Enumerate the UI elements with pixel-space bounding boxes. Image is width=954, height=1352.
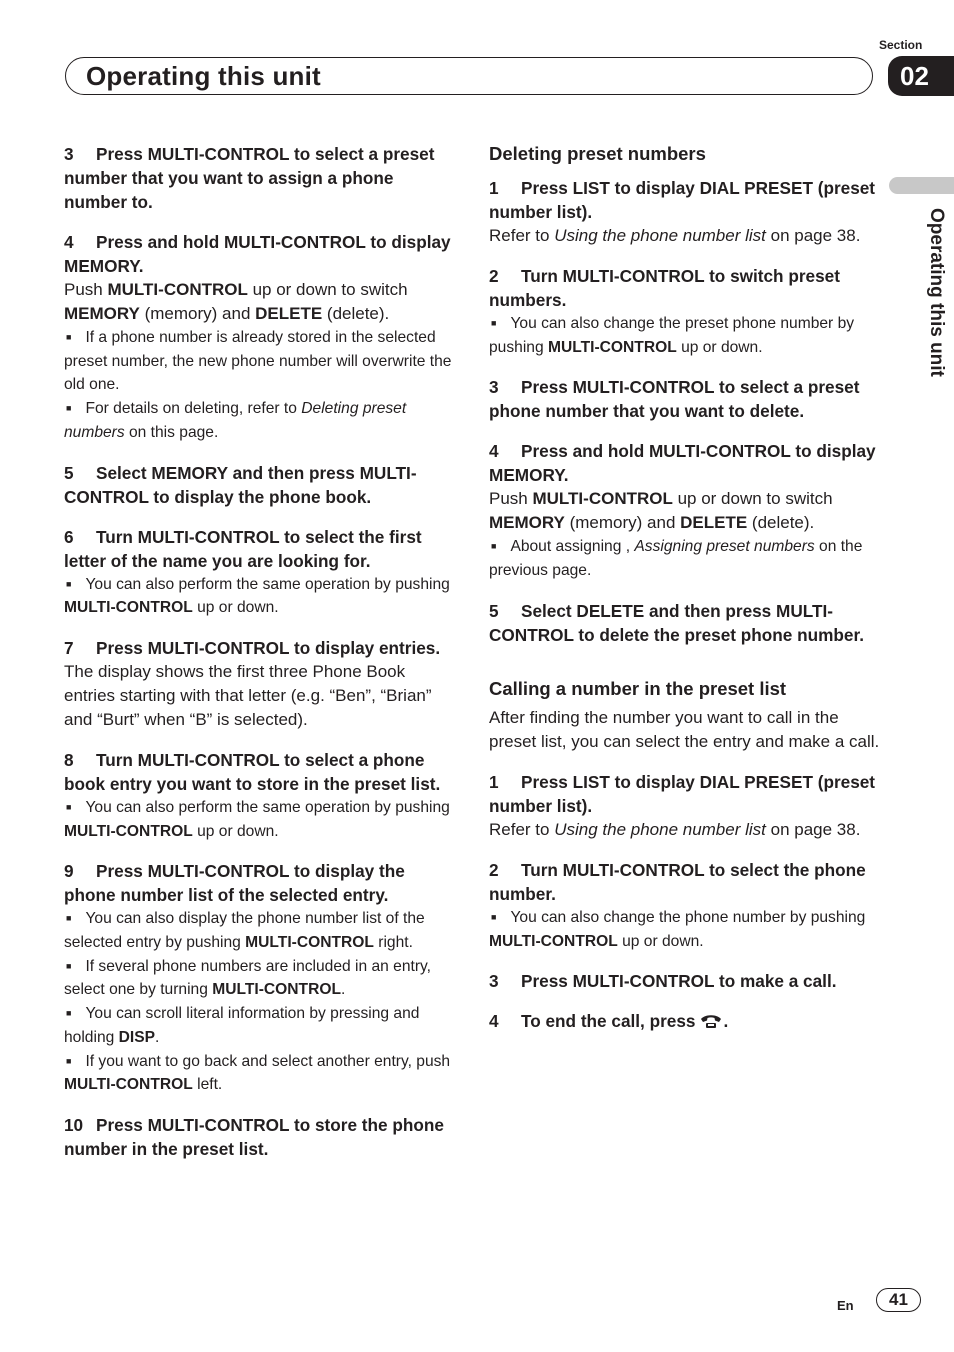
step-number: 3 — [489, 377, 499, 398]
delete-step-2 — [489, 264, 881, 312]
note-text: You can also change the preset phone number by pushing — [489, 315, 855, 356]
key-name: MULTI-CONTROL — [64, 1076, 193, 1094]
delete-step-5 — [489, 599, 881, 647]
call-step-1 — [489, 770, 881, 818]
step-text-end: . — [723, 1011, 729, 1032]
call-step-2 — [489, 858, 881, 906]
key-name: MULTI-CONTROL — [212, 981, 341, 999]
step-text: Press and hold MULTI-CONTROL to display MEMORY. — [64, 232, 451, 276]
key-name: MEMORY — [64, 304, 140, 323]
key-name: MULTI-CONTROL — [64, 822, 193, 840]
note-text: on this page. — [124, 423, 219, 441]
step-number: 10 — [64, 1114, 84, 1135]
note — [64, 1050, 456, 1097]
step-number: 1 — [489, 771, 499, 792]
note-text: You can also perform the same operation by pushing — [85, 798, 450, 816]
note-text: You can also change the phone number by pushing — [510, 908, 866, 926]
text: (memory) and — [139, 304, 256, 323]
step-number: 1 — [489, 178, 499, 198]
note-text: on the previous page. — [489, 538, 863, 580]
calling-intro: After finding the number you want to call in the preset list, you can select the entry and make a call. — [489, 707, 880, 751]
language-label: En — [837, 1298, 854, 1313]
note — [64, 955, 456, 1002]
step-number: 4 — [489, 1011, 499, 1032]
key-name: MULTI-CONTROL — [547, 338, 677, 356]
note — [489, 906, 881, 953]
step-text: Press LIST to display DIAL PRESET (preset number list). — [489, 178, 876, 222]
subheading-calling: Calling a number in the preset list — [489, 677, 787, 699]
section-number-badge: 02 — [888, 56, 954, 96]
step-10 — [64, 1113, 456, 1161]
step-number: 4 — [64, 232, 74, 252]
left-column — [64, 142, 456, 1161]
step-text: Turn MULTI-CONTROL to select the first letter of the name you are looking for. — [64, 526, 422, 571]
bullet-icon: ■ — [66, 913, 72, 924]
note — [64, 796, 456, 843]
step-number: 8 — [64, 749, 74, 770]
text: up or down to switch — [247, 280, 408, 299]
step-number: 3 — [64, 144, 74, 164]
note — [489, 312, 881, 359]
key-name: DELETE — [680, 513, 748, 533]
step-text: Turn MULTI-CONTROL to select the phone number. — [489, 859, 866, 904]
step-number: 5 — [64, 462, 74, 483]
step-number: 2 — [489, 266, 499, 286]
note-text: About assigning , — [510, 538, 635, 556]
bullet-icon: ■ — [66, 332, 72, 342]
side-tab-label: Operating this unit — [926, 208, 947, 377]
step-number: 9 — [64, 861, 74, 882]
right-column — [489, 142, 881, 1035]
step-text: Select DELETE and then press MULTI-CONTROL to delete the preset phone number. — [489, 600, 864, 645]
phone-hangup-icon — [699, 1011, 723, 1035]
step-text: Press MULTI-CONTROL to select a preset phone number that you want to delete. — [489, 377, 860, 422]
bullet-icon: ■ — [491, 318, 497, 328]
delete-step-1 — [489, 176, 881, 224]
text: Refer to — [489, 226, 555, 245]
step-text: Press MULTI-CONTROL to display entries. — [96, 637, 441, 658]
delete-step-4-body — [489, 487, 881, 535]
step-number: 3 — [489, 971, 499, 992]
note-text: right. — [373, 934, 413, 952]
key-name: MULTI-CONTROL — [245, 934, 374, 952]
step-text: Select MEMORY and then press MULTI-CONTROL to display the phone book. — [64, 462, 417, 507]
note-text: up or down. — [192, 599, 279, 617]
call-step-4 — [489, 1009, 881, 1035]
section-label: Section — [879, 38, 923, 52]
note-text: up or down. — [617, 932, 704, 950]
title-bar — [65, 57, 873, 95]
step-text: Press MULTI-CONTROL to display the phone number list of the selected entry. — [64, 861, 405, 906]
step-9 — [64, 859, 456, 907]
step-text: Press MULTI-CONTROL to select a preset number that you want to assign a phone number to. — [64, 144, 435, 212]
step-8 — [64, 748, 456, 796]
step-text: Turn MULTI-CONTROL to switch preset numbers. — [489, 266, 840, 310]
bullet-icon: ■ — [66, 578, 72, 589]
note-text: If you want to go back and select another entry, push — [85, 1052, 451, 1070]
text: on page 38. — [765, 819, 861, 839]
delete-step-1-body — [489, 224, 881, 248]
text: on page 38. — [765, 226, 861, 245]
step-number: 7 — [64, 637, 74, 658]
call-step-1-body — [489, 818, 881, 842]
text: Refer to — [489, 819, 555, 839]
key-name: DISP — [118, 1028, 156, 1046]
step-number: 2 — [489, 859, 499, 880]
note — [64, 326, 456, 397]
cross-reference: Using the phone number list — [554, 819, 766, 839]
step-text: Press MULTI-CONTROL to make a call. — [521, 971, 837, 992]
key-name: DELETE — [255, 304, 323, 323]
text: (delete). — [322, 304, 390, 323]
step-text: Press LIST to display DIAL PRESET (preset number list). — [489, 771, 876, 816]
page-title: Operating this unit — [86, 61, 321, 91]
note-text: . — [341, 981, 346, 999]
key-name: MULTI-CONTROL — [107, 280, 248, 299]
text: (memory) and — [564, 513, 681, 533]
note — [489, 535, 881, 582]
step-number: 4 — [489, 441, 499, 462]
cross-reference: Assigning preset numbers — [634, 538, 815, 556]
step-text: Turn MULTI-CONTROL to select a phone book entry you want to store in the preset list. — [64, 749, 441, 794]
note-text: If several phone numbers are included in an entry, select one by turning — [64, 957, 432, 999]
delete-step-4 — [489, 439, 881, 487]
text: (delete). — [747, 513, 815, 533]
note-text: up or down. — [192, 822, 279, 840]
bullet-icon: ■ — [66, 801, 72, 812]
note-text: You can also display the phone number list of the selected entry by pushing — [64, 910, 425, 952]
side-tab-marker — [889, 177, 954, 194]
bullet-icon: ■ — [66, 1055, 72, 1066]
bullet-icon: ■ — [66, 403, 72, 414]
note-text: . — [155, 1028, 160, 1046]
step-3 — [64, 142, 454, 214]
note — [64, 397, 456, 444]
note — [64, 573, 456, 620]
step-7-body: The display shows the first three Phone Book entries starting with that letter (e.g. “Ben”, “Brian” and “Burt” when “B” is selected). — [64, 661, 432, 729]
note-text: left. — [192, 1076, 223, 1094]
text: Push — [489, 489, 533, 509]
step-text: Press MULTI-CONTROL to store the phone number in the preset list. — [64, 1114, 444, 1159]
key-name: MEMORY — [489, 513, 565, 533]
note-text: You can scroll literal information by pressing and holding — [64, 1005, 420, 1046]
note — [64, 1002, 456, 1049]
note-text: If a phone number is already stored in the selected preset number, the new phone number will overwrite the old one. — [64, 329, 452, 394]
step-number: 6 — [64, 526, 74, 547]
subheading-deleting: Deleting preset numbers — [489, 143, 706, 164]
step-5 — [64, 461, 456, 509]
text: up or down to switch — [672, 489, 833, 509]
call-step-3 — [489, 969, 881, 993]
cross-reference: Deleting preset numbers — [64, 400, 407, 441]
step-4-body — [64, 278, 456, 326]
bullet-icon: ■ — [491, 541, 497, 552]
step-4 — [64, 230, 456, 278]
step-6 — [64, 525, 456, 573]
page-number: 41 — [876, 1288, 921, 1312]
delete-step-3 — [489, 375, 881, 423]
step-number: 5 — [489, 600, 499, 621]
bullet-icon: ■ — [491, 911, 497, 922]
note-text: For details on deleting, refer to — [85, 400, 302, 418]
step-text: Press and hold MULTI-CONTROL to display MEMORY. — [489, 441, 876, 486]
bullet-icon: ■ — [66, 960, 72, 971]
key-name: MULTI-CONTROL — [532, 489, 673, 509]
note-text: You can also perform the same operation by pushing — [85, 575, 450, 593]
note-text: up or down. — [676, 338, 763, 356]
step-text: To end the call, press — [521, 1011, 696, 1032]
cross-reference: Using the phone number list — [554, 226, 766, 245]
text: Push — [64, 280, 108, 299]
key-name: MULTI-CONTROL — [64, 599, 193, 617]
step-7 — [64, 636, 456, 660]
bullet-icon: ■ — [66, 1008, 72, 1019]
key-name: MULTI-CONTROL — [489, 932, 618, 950]
note — [64, 907, 456, 954]
